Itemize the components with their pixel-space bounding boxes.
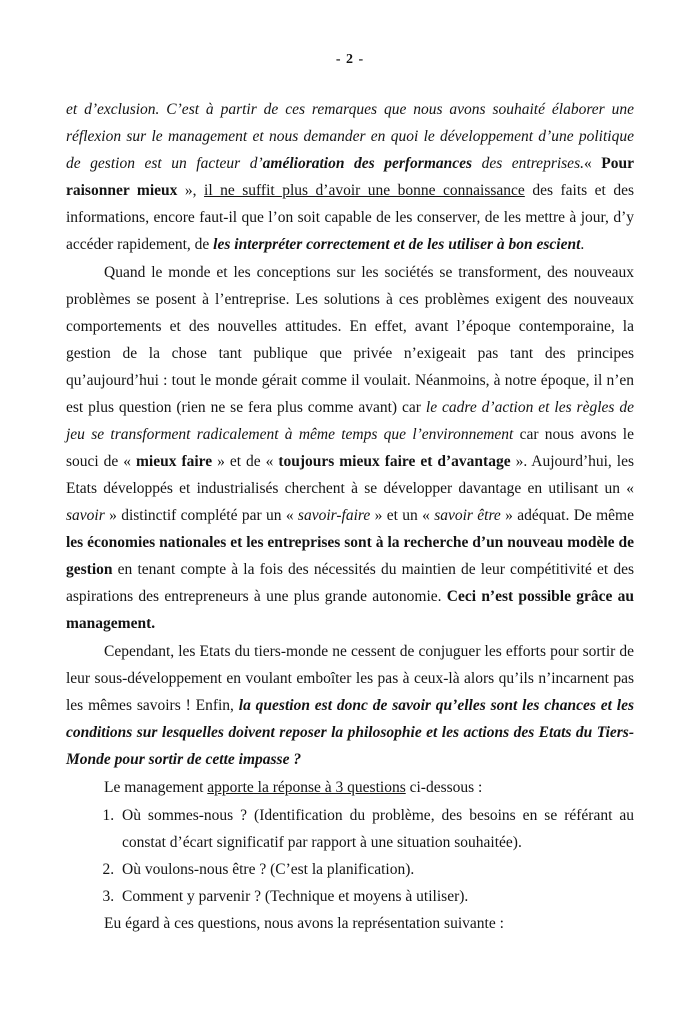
text-run: ». Aujourd’hui, les Etats développés et industrialisés cherchent à se développer davantage en utilisant un « <box>66 453 634 497</box>
closing-line: Eu égard à ces questions, nous avons la représentation suivante : <box>104 915 504 932</box>
text-run: Le management <box>104 779 208 796</box>
text-run: » et un « <box>370 507 435 524</box>
text-run: il ne suffit plus d’avoir une bonne connaissance <box>204 182 525 199</box>
text-run: le cadre d’action et les règles de jeu se transforment radicalement à même temps que l’environnement <box>66 399 634 443</box>
paragraph-quand-le-monde <box>66 259 634 637</box>
text-run: toujours mieux faire et d’avantage <box>278 453 511 470</box>
text-run: mieux faire <box>136 453 213 470</box>
text-run: car nous avons le souci de « <box>66 426 634 470</box>
list-item-question-2: 2. Où voulons-nous être ? (C’est la planification). <box>118 856 634 883</box>
text-run: Cependant, les Etats du tiers-monde ne cessent de conjuguer les efforts pour sortir de leur sous-développement en voulant emboîter les pas à ceux-là alors qu’ils n’incarnent pas les mêmes savoirs ! Enfin, <box>66 643 634 714</box>
text-run: et d’exclusion. C’est à partir de ces remarques que nous avons souhaité élaborer une réflexion sur le management et nous demander en quoi le développement d’une politique de gestion est un facteur d’ <box>66 101 634 172</box>
paragraph-cependant <box>66 638 634 773</box>
text-run: » et de « <box>212 453 279 470</box>
text-run: savoir-faire <box>297 507 371 524</box>
text-run: Ceci n’est possible grâce au management. <box>66 588 634 632</box>
text-run: les interpréter correctement et de les utiliser à bon escient <box>213 236 581 253</box>
questions-list <box>66 802 634 910</box>
text-run: en tenant compte à la fois des nécessités du maintien de leur compétitivité et des aspirations des entrepreneurs à une plus grande autonomie. <box>66 561 634 605</box>
page-number: - 2 - <box>335 52 365 67</box>
text-run: les économies nationales et les entreprises sont à la recherche d’un nouveau modèle de gestion <box>66 534 634 578</box>
list-item-question-3: 3. Comment y parvenir ? (Technique et moyens à utiliser). <box>118 883 634 910</box>
text-run: » distinctif complété par un « <box>104 507 298 524</box>
text-run: savoir être <box>434 507 501 524</box>
text-run: apporte la réponse à 3 questions <box>207 779 406 796</box>
text-run: Pour raisonner mieux <box>66 155 634 199</box>
text-run: amélioration des performances <box>262 155 473 172</box>
paragraph-continuation <box>66 96 634 258</box>
text-run: « <box>583 155 602 172</box>
text-run: . <box>580 236 585 253</box>
text-run: la question est donc de savoir qu’elles sont les chances et les conditions sur lesquelles doivent reposer la philosophie et les actions des Etats du Tiers-Monde pour sortir de cette impasse ? <box>66 697 634 768</box>
text-run: savoir <box>66 507 105 524</box>
text-run: » adéquat. De même <box>500 507 634 524</box>
text-run: », <box>177 182 205 199</box>
text-run: Quand le monde et les conceptions sur les sociétés se transforment, des nouveaux problèmes se posent à l’entreprise. Les solutions à ces problèmes exigent des nouveaux comportements et des nouvelles attitudes. En effet, avant l’époque contemporaine, la gestion de la chose tant publique que privée n’exigeait pas tant des principes qu’aujourd’hui : tout le monde gérait comme il voulait. Néanmoins, à notre époque, il n’en est plus question (rien ne se fera plus comme avant) car <box>66 264 634 416</box>
text-run: des entreprises. <box>472 155 584 172</box>
list-item-question-1: 1. Où sommes-nous ? (Identification du problème, des besoins en se référant au constat d’écart significatif par rapport à une situation souhaitée). <box>118 802 634 856</box>
text-run: ci-dessous : <box>405 779 483 796</box>
paragraph-list-intro <box>66 774 634 801</box>
text-run: des faits et des informations, encore faut-il que l’on soit capable de les conserver, de les mettre à jour, d’y accéder rapidement, de <box>66 182 635 253</box>
